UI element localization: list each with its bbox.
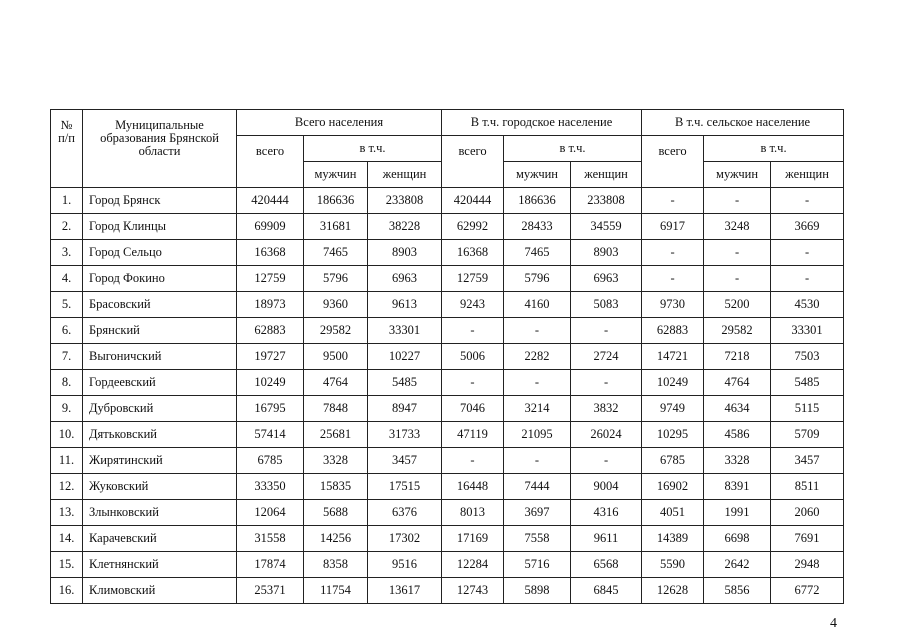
population-table <box>50 109 844 604</box>
municipality-name: Гордеевский <box>83 370 237 396</box>
cell-total-all: 420444 <box>237 188 304 214</box>
cell-total-all: 18973 <box>237 292 304 318</box>
cell-rural-men: 1991 <box>704 500 771 526</box>
cell-rural-men: 6698 <box>704 526 771 552</box>
table-row <box>51 552 844 578</box>
cell-rural-all: 10249 <box>642 370 704 396</box>
cell-urban-women: 34559 <box>571 214 642 240</box>
cell-total-men: 9360 <box>304 292 368 318</box>
municipality-name: Город Фокино <box>83 266 237 292</box>
cell-rural-men: 2642 <box>704 552 771 578</box>
cell-total-all: 31558 <box>237 526 304 552</box>
cell-rural-all: 12628 <box>642 578 704 604</box>
cell-rural-women: 2060 <box>771 500 844 526</box>
municipality-name: Город Брянск <box>83 188 237 214</box>
cell-rural-men: 3328 <box>704 448 771 474</box>
row-number: 11. <box>51 448 83 474</box>
cell-rural-men: 29582 <box>704 318 771 344</box>
row-number: 4. <box>51 266 83 292</box>
row-number: 16. <box>51 578 83 604</box>
cell-total-women: 8947 <box>368 396 442 422</box>
cell-rural-all: 16902 <box>642 474 704 500</box>
cell-urban-women: 3832 <box>571 396 642 422</box>
cell-rural-women: 5115 <box>771 396 844 422</box>
cell-total-all: 57414 <box>237 422 304 448</box>
cell-rural-all: 4051 <box>642 500 704 526</box>
municipality-name: Дятьковский <box>83 422 237 448</box>
cell-rural-all: - <box>642 266 704 292</box>
row-number: 2. <box>51 214 83 240</box>
cell-total-women: 6376 <box>368 500 442 526</box>
header-num: № п/п <box>51 110 83 188</box>
cell-rural-men: - <box>704 240 771 266</box>
header-including: в т.ч. <box>304 136 442 162</box>
cell-urban-men: 3214 <box>504 396 571 422</box>
cell-total-all: 16368 <box>237 240 304 266</box>
cell-urban-men: 2282 <box>504 344 571 370</box>
cell-urban-men: 5716 <box>504 552 571 578</box>
municipality-name: Карачевский <box>83 526 237 552</box>
cell-total-all: 33350 <box>237 474 304 500</box>
header-including: в т.ч. <box>704 136 844 162</box>
cell-urban-women: 9611 <box>571 526 642 552</box>
cell-total-men: 9500 <box>304 344 368 370</box>
row-number: 9. <box>51 396 83 422</box>
cell-total-men: 15835 <box>304 474 368 500</box>
header-men: мужчин <box>704 162 771 188</box>
cell-urban-all: 420444 <box>442 188 504 214</box>
row-number: 12. <box>51 474 83 500</box>
cell-urban-men: - <box>504 448 571 474</box>
cell-rural-all: 5590 <box>642 552 704 578</box>
cell-total-men: 3328 <box>304 448 368 474</box>
cell-urban-men: 21095 <box>504 422 571 448</box>
cell-urban-men: 7558 <box>504 526 571 552</box>
cell-urban-all: 5006 <box>442 344 504 370</box>
row-number: 14. <box>51 526 83 552</box>
table-header <box>51 110 844 188</box>
header-total: всего <box>642 136 704 188</box>
header-group-total: Всего населения <box>237 110 442 136</box>
cell-urban-women: - <box>571 318 642 344</box>
table-row <box>51 370 844 396</box>
cell-total-women: 3457 <box>368 448 442 474</box>
cell-urban-men: - <box>504 370 571 396</box>
cell-total-men: 31681 <box>304 214 368 240</box>
cell-rural-men: 3248 <box>704 214 771 240</box>
cell-rural-all: 9730 <box>642 292 704 318</box>
cell-urban-men: 7444 <box>504 474 571 500</box>
cell-urban-women: 6963 <box>571 266 642 292</box>
cell-total-women: 13617 <box>368 578 442 604</box>
cell-total-men: 7465 <box>304 240 368 266</box>
cell-urban-men: 3697 <box>504 500 571 526</box>
cell-total-women: 33301 <box>368 318 442 344</box>
cell-rural-men: 5856 <box>704 578 771 604</box>
cell-rural-women: 3457 <box>771 448 844 474</box>
cell-total-all: 19727 <box>237 344 304 370</box>
header-men: мужчин <box>304 162 368 188</box>
cell-urban-men: - <box>504 318 571 344</box>
municipality-name: Злынковский <box>83 500 237 526</box>
table-row <box>51 318 844 344</box>
cell-urban-women: 4316 <box>571 500 642 526</box>
table-row <box>51 526 844 552</box>
cell-total-all: 12064 <box>237 500 304 526</box>
cell-rural-all: 6785 <box>642 448 704 474</box>
cell-urban-men: 5898 <box>504 578 571 604</box>
table-row <box>51 344 844 370</box>
table-row <box>51 240 844 266</box>
cell-rural-all: 62883 <box>642 318 704 344</box>
cell-rural-women: 7503 <box>771 344 844 370</box>
cell-rural-all: 14721 <box>642 344 704 370</box>
cell-total-men: 5796 <box>304 266 368 292</box>
cell-urban-all: 47119 <box>442 422 504 448</box>
cell-rural-all: 10295 <box>642 422 704 448</box>
cell-rural-all: 9749 <box>642 396 704 422</box>
cell-rural-men: - <box>704 188 771 214</box>
table-row <box>51 266 844 292</box>
header-women: женщин <box>771 162 844 188</box>
cell-urban-all: 17169 <box>442 526 504 552</box>
cell-rural-all: 14389 <box>642 526 704 552</box>
cell-rural-women: - <box>771 266 844 292</box>
table-row <box>51 448 844 474</box>
row-number: 7. <box>51 344 83 370</box>
municipality-name: Дубровский <box>83 396 237 422</box>
table-row <box>51 578 844 604</box>
cell-urban-all: 12284 <box>442 552 504 578</box>
cell-total-men: 5688 <box>304 500 368 526</box>
cell-rural-women: 5485 <box>771 370 844 396</box>
cell-total-all: 69909 <box>237 214 304 240</box>
cell-total-women: 9516 <box>368 552 442 578</box>
cell-total-all: 16795 <box>237 396 304 422</box>
table-row <box>51 500 844 526</box>
municipality-name: Жирятинский <box>83 448 237 474</box>
cell-total-all: 25371 <box>237 578 304 604</box>
row-number: 13. <box>51 500 83 526</box>
cell-urban-all: - <box>442 370 504 396</box>
cell-rural-men: 4764 <box>704 370 771 396</box>
cell-total-men: 186636 <box>304 188 368 214</box>
municipality-name: Брасовский <box>83 292 237 318</box>
header-group-urban: В т.ч. городское население <box>442 110 642 136</box>
table-body <box>51 188 844 604</box>
cell-rural-women: 8511 <box>771 474 844 500</box>
row-number: 15. <box>51 552 83 578</box>
cell-rural-women: 3669 <box>771 214 844 240</box>
cell-total-women: 9613 <box>368 292 442 318</box>
cell-total-men: 25681 <box>304 422 368 448</box>
table-row <box>51 188 844 214</box>
cell-urban-all: 62992 <box>442 214 504 240</box>
cell-total-women: 31733 <box>368 422 442 448</box>
cell-rural-women: 5709 <box>771 422 844 448</box>
cell-total-women: 233808 <box>368 188 442 214</box>
cell-urban-men: 4160 <box>504 292 571 318</box>
cell-urban-all: - <box>442 448 504 474</box>
cell-rural-men: 4634 <box>704 396 771 422</box>
cell-rural-men: 8391 <box>704 474 771 500</box>
cell-total-women: 17302 <box>368 526 442 552</box>
header-total: всего <box>442 136 504 188</box>
header-total: всего <box>237 136 304 188</box>
row-number: 8. <box>51 370 83 396</box>
header-women: женщин <box>368 162 442 188</box>
header-including: в т.ч. <box>504 136 642 162</box>
cell-rural-women: 33301 <box>771 318 844 344</box>
cell-urban-all: 7046 <box>442 396 504 422</box>
table-row <box>51 422 844 448</box>
cell-urban-women: 2724 <box>571 344 642 370</box>
row-number: 10. <box>51 422 83 448</box>
cell-rural-women: 4530 <box>771 292 844 318</box>
cell-urban-all: 16368 <box>442 240 504 266</box>
cell-total-men: 8358 <box>304 552 368 578</box>
header-group-rural: В т.ч. сельское население <box>642 110 844 136</box>
cell-total-all: 10249 <box>237 370 304 396</box>
cell-urban-women: 6845 <box>571 578 642 604</box>
cell-urban-all: 16448 <box>442 474 504 500</box>
cell-urban-women: 233808 <box>571 188 642 214</box>
cell-urban-women: 5083 <box>571 292 642 318</box>
municipality-name: Жуковский <box>83 474 237 500</box>
cell-rural-men: 4586 <box>704 422 771 448</box>
cell-urban-men: 5796 <box>504 266 571 292</box>
cell-rural-women: 6772 <box>771 578 844 604</box>
table-row <box>51 292 844 318</box>
header-women: женщин <box>571 162 642 188</box>
cell-rural-all: - <box>642 240 704 266</box>
row-number: 1. <box>51 188 83 214</box>
header-municipality: Муниципальные образования Брянской области <box>83 110 237 188</box>
cell-rural-women: 7691 <box>771 526 844 552</box>
cell-urban-women: 8903 <box>571 240 642 266</box>
cell-rural-women: - <box>771 240 844 266</box>
header-men: мужчин <box>504 162 571 188</box>
municipality-name: Брянский <box>83 318 237 344</box>
cell-urban-all: 12759 <box>442 266 504 292</box>
row-number: 5. <box>51 292 83 318</box>
cell-rural-men: - <box>704 266 771 292</box>
cell-total-all: 17874 <box>237 552 304 578</box>
table-row <box>51 396 844 422</box>
cell-total-women: 6963 <box>368 266 442 292</box>
municipality-name: Климовский <box>83 578 237 604</box>
cell-urban-all: 12743 <box>442 578 504 604</box>
row-number: 3. <box>51 240 83 266</box>
cell-total-all: 62883 <box>237 318 304 344</box>
cell-rural-women: - <box>771 188 844 214</box>
cell-rural-all: 6917 <box>642 214 704 240</box>
cell-total-men: 4764 <box>304 370 368 396</box>
cell-urban-men: 186636 <box>504 188 571 214</box>
cell-total-women: 10227 <box>368 344 442 370</box>
cell-urban-men: 28433 <box>504 214 571 240</box>
cell-urban-women: - <box>571 448 642 474</box>
cell-rural-men: 7218 <box>704 344 771 370</box>
cell-total-women: 5485 <box>368 370 442 396</box>
cell-urban-all: 8013 <box>442 500 504 526</box>
table-row <box>51 214 844 240</box>
cell-total-women: 8903 <box>368 240 442 266</box>
cell-urban-women: - <box>571 370 642 396</box>
municipality-name: Город Клинцы <box>83 214 237 240</box>
table-row <box>51 474 844 500</box>
row-number: 6. <box>51 318 83 344</box>
cell-urban-men: 7465 <box>504 240 571 266</box>
cell-total-all: 6785 <box>237 448 304 474</box>
cell-total-men: 14256 <box>304 526 368 552</box>
municipality-name: Клетнянский <box>83 552 237 578</box>
cell-total-all: 12759 <box>237 266 304 292</box>
cell-total-men: 7848 <box>304 396 368 422</box>
cell-urban-all: - <box>442 318 504 344</box>
cell-urban-women: 6568 <box>571 552 642 578</box>
cell-total-women: 17515 <box>368 474 442 500</box>
cell-total-men: 29582 <box>304 318 368 344</box>
municipality-name: Выгоничский <box>83 344 237 370</box>
cell-urban-women: 9004 <box>571 474 642 500</box>
cell-urban-women: 26024 <box>571 422 642 448</box>
cell-total-women: 38228 <box>368 214 442 240</box>
cell-urban-all: 9243 <box>442 292 504 318</box>
municipality-name: Город Сельцо <box>83 240 237 266</box>
cell-rural-women: 2948 <box>771 552 844 578</box>
page-number: 4 <box>830 616 837 631</box>
cell-total-men: 11754 <box>304 578 368 604</box>
cell-rural-all: - <box>642 188 704 214</box>
cell-rural-men: 5200 <box>704 292 771 318</box>
